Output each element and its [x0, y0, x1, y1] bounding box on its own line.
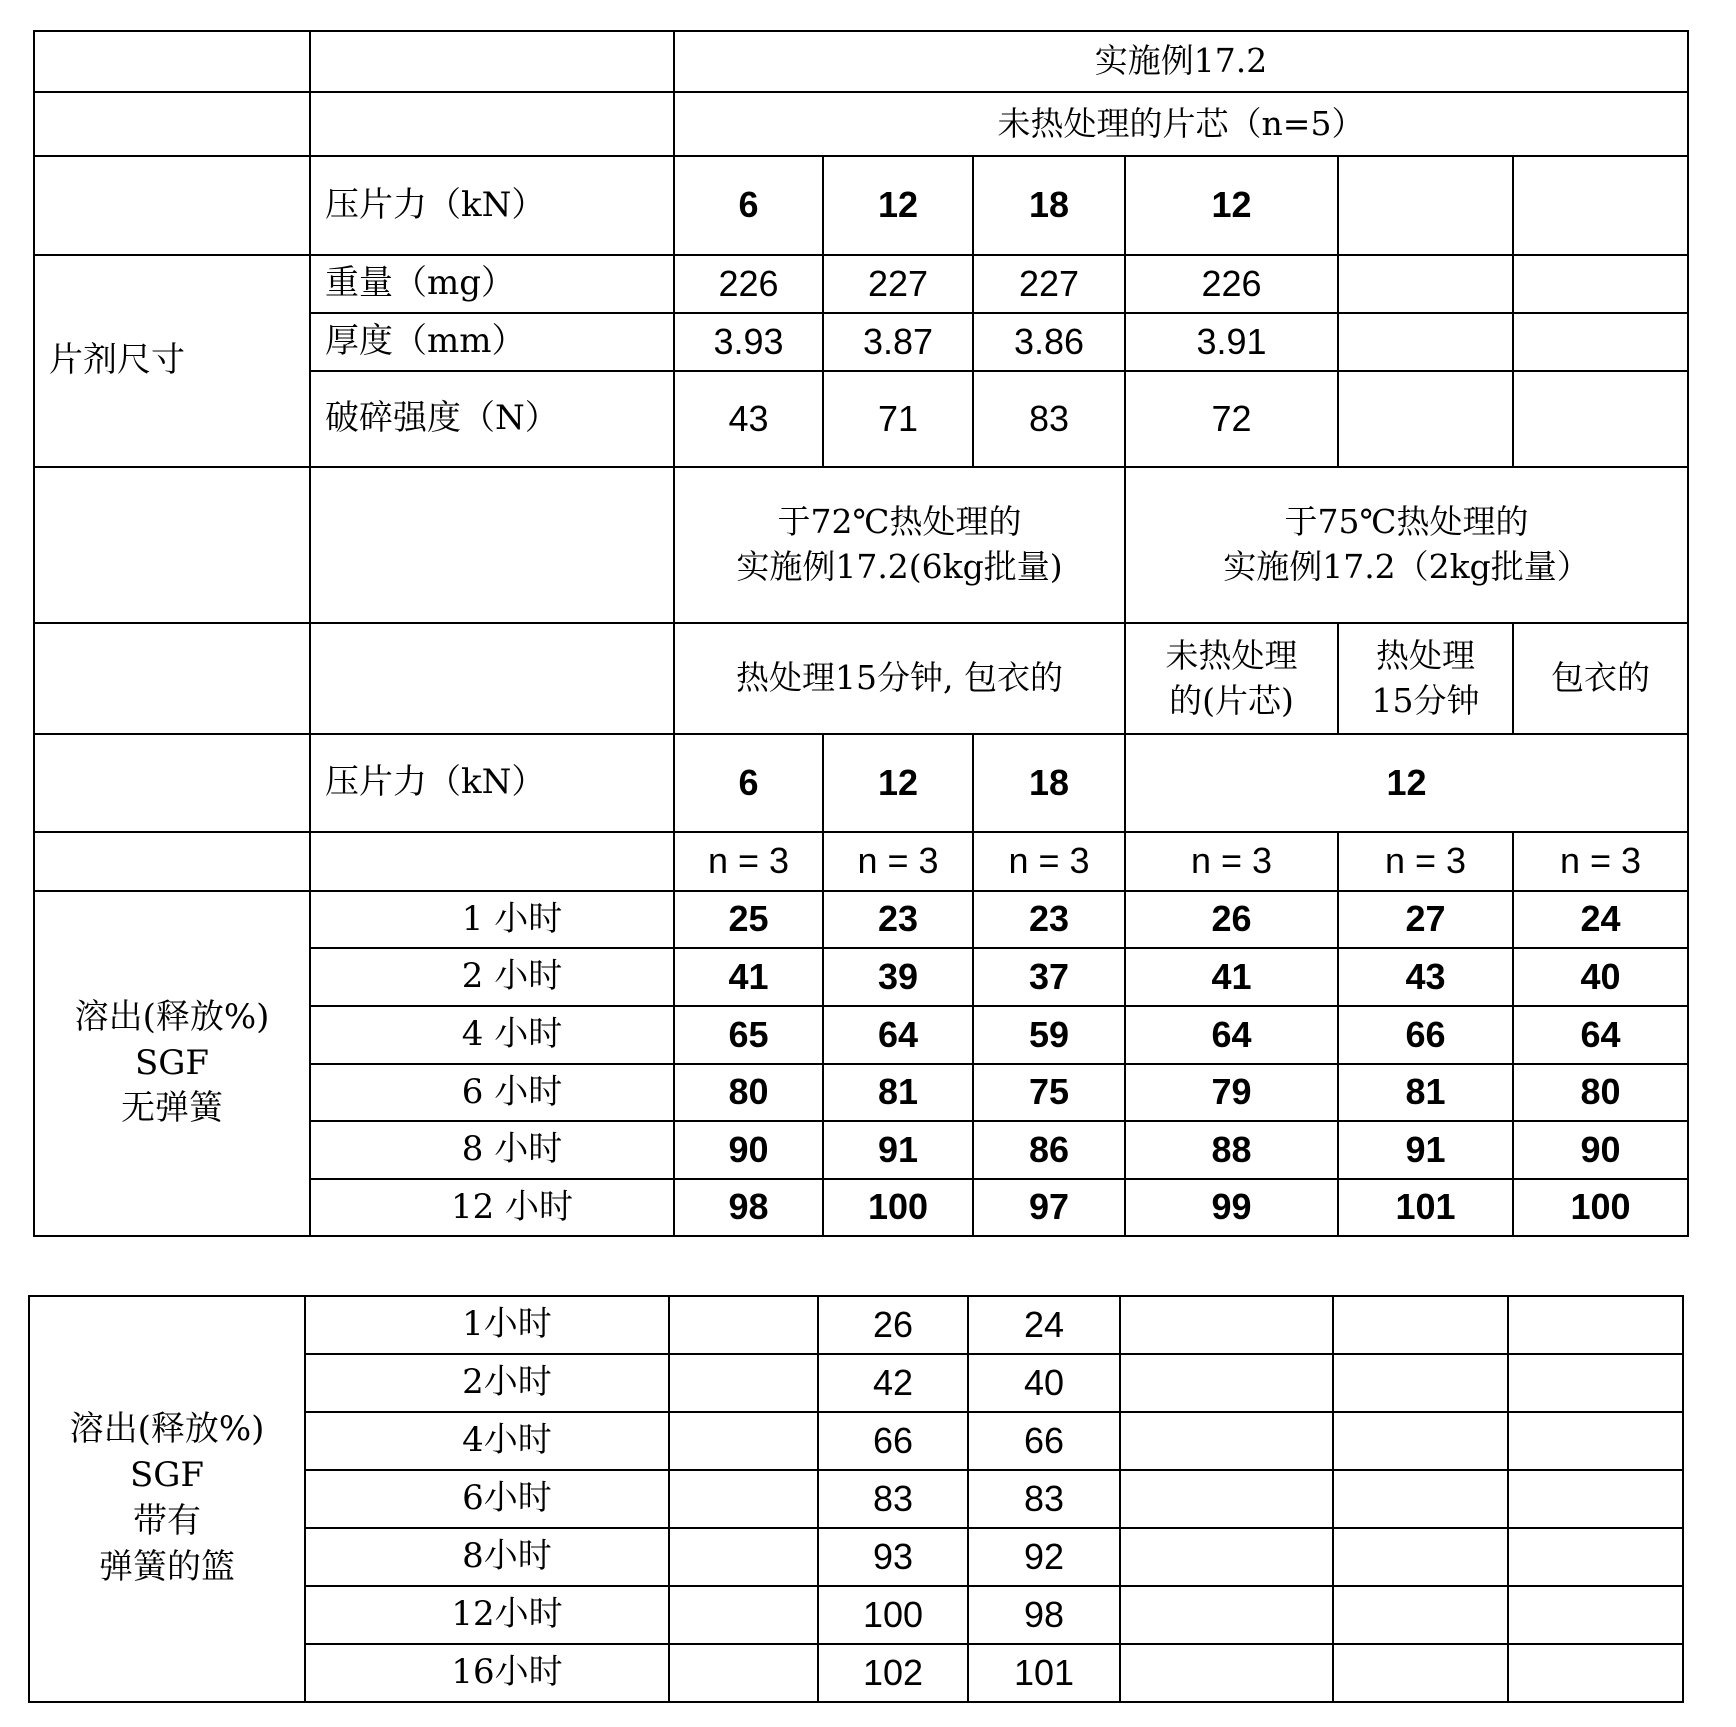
release-value: 37 — [973, 948, 1125, 1006]
release-value — [1120, 1354, 1333, 1412]
time-point: 8 小时 — [310, 1121, 674, 1179]
release-value — [1333, 1644, 1508, 1702]
release-value: 25 — [674, 891, 823, 948]
release-value — [1333, 1412, 1508, 1470]
size-row-label: 破碎强度（N） — [310, 371, 674, 467]
release-value: 42 — [818, 1354, 968, 1412]
example-title: 实施例17.2 — [674, 31, 1688, 92]
time-point: 1 小时 — [310, 891, 674, 948]
size-value — [1513, 313, 1688, 371]
release-value — [669, 1470, 818, 1528]
force-value: 12 — [823, 156, 973, 255]
release-value: 39 — [823, 948, 973, 1006]
release-value: 66 — [818, 1412, 968, 1470]
release-value: 93 — [818, 1528, 968, 1586]
sub-75-heated — [1338, 623, 1513, 734]
release-value: 26 — [1125, 891, 1338, 948]
force-value: 12 — [823, 734, 973, 832]
release-value — [1508, 1354, 1683, 1412]
release-value: 100 — [823, 1179, 973, 1236]
empty-cell — [310, 832, 674, 891]
sample-size: n = 3 — [674, 832, 823, 891]
tablet-properties-table — [33, 30, 1689, 1237]
release-value: 41 — [674, 948, 823, 1006]
release-value: 88 — [1125, 1121, 1338, 1179]
force-value: 12 — [1125, 156, 1338, 255]
group-72-line2: 实施例17.2(6kg批量) — [675, 545, 1124, 590]
release-value — [1120, 1586, 1333, 1644]
dissolution-basket-table — [28, 1295, 1684, 1703]
dissolution-label-line: 无弹簧 — [35, 1086, 309, 1132]
group-75-line2: 实施例17.2（2kg批量） — [1126, 545, 1687, 590]
release-value: 79 — [1125, 1064, 1338, 1121]
release-value — [1508, 1470, 1683, 1528]
release-value: 98 — [968, 1586, 1120, 1644]
release-value — [1120, 1296, 1333, 1354]
release-value: 24 — [1513, 891, 1688, 948]
untreated-title: 未热处理的片芯（n=5） — [674, 92, 1688, 156]
dissolution-label — [34, 891, 310, 1236]
release-value: 99 — [1125, 1179, 1338, 1236]
dissolution-label-line: 溶出(释放%) — [30, 1407, 304, 1453]
dissolution-label — [29, 1296, 305, 1702]
sample-size: n = 3 — [973, 832, 1125, 891]
release-value — [1333, 1296, 1508, 1354]
release-value — [1120, 1412, 1333, 1470]
size-value: 71 — [823, 371, 973, 467]
release-value: 101 — [1338, 1179, 1513, 1236]
release-value — [1508, 1586, 1683, 1644]
release-value: 97 — [973, 1179, 1125, 1236]
release-value — [1333, 1470, 1508, 1528]
release-value: 100 — [818, 1586, 968, 1644]
release-value — [669, 1528, 818, 1586]
empty-cell — [34, 92, 310, 156]
release-value: 24 — [968, 1296, 1120, 1354]
release-value: 64 — [823, 1006, 973, 1064]
release-value: 26 — [818, 1296, 968, 1354]
release-value: 83 — [968, 1470, 1120, 1528]
size-row-weight — [34, 255, 1688, 313]
size-value — [1338, 371, 1513, 467]
release-value: 40 — [1513, 948, 1688, 1006]
release-value: 91 — [823, 1121, 973, 1179]
time-point: 6小时 — [305, 1470, 669, 1528]
sample-size: n = 3 — [823, 832, 973, 891]
sub-75-coated: 包衣的 — [1513, 623, 1688, 734]
size-value — [1513, 371, 1688, 467]
release-value: 23 — [823, 891, 973, 948]
size-value: 3.91 — [1125, 313, 1338, 371]
release-value: 100 — [1513, 1179, 1688, 1236]
release-value: 92 — [968, 1528, 1120, 1586]
sub-line: 15分钟 — [1339, 679, 1512, 724]
force-label-2: 压片力（kN） — [310, 734, 674, 832]
release-value — [1120, 1528, 1333, 1586]
sample-size: n = 3 — [1125, 832, 1338, 891]
dissolution-label-line: 弹簧的篮 — [30, 1545, 304, 1591]
time-point: 2 小时 — [310, 948, 674, 1006]
force-value — [1513, 156, 1688, 255]
group-75-line1: 于75℃热处理的 — [1126, 500, 1687, 545]
group-75-header — [1125, 467, 1688, 623]
release-value: 65 — [674, 1006, 823, 1064]
release-value: 64 — [1125, 1006, 1338, 1064]
sub-75-untreated — [1125, 623, 1338, 734]
size-value: 3.87 — [823, 313, 973, 371]
size-value: 43 — [674, 371, 823, 467]
empty-cell — [34, 832, 310, 891]
release-value — [669, 1296, 818, 1354]
release-value — [1333, 1354, 1508, 1412]
release-value — [1120, 1470, 1333, 1528]
dissolution-label-line: 带有 — [30, 1499, 304, 1545]
size-value — [1338, 255, 1513, 313]
force-value — [1338, 156, 1513, 255]
time-point: 2小时 — [305, 1354, 669, 1412]
force-value: 6 — [674, 156, 823, 255]
time-point: 4小时 — [305, 1412, 669, 1470]
size-value: 227 — [823, 255, 973, 313]
release-value: 23 — [973, 891, 1125, 948]
sample-size: n = 3 — [1338, 832, 1513, 891]
sample-size: n = 3 — [1513, 832, 1688, 891]
empty-cell — [34, 156, 310, 255]
release-value: 91 — [1338, 1121, 1513, 1179]
time-point: 16小时 — [305, 1644, 669, 1702]
empty-cell — [310, 92, 674, 156]
release-value — [1508, 1296, 1683, 1354]
release-value: 41 — [1125, 948, 1338, 1006]
release-value: 40 — [968, 1354, 1120, 1412]
release-value — [669, 1586, 818, 1644]
release-value: 43 — [1338, 948, 1513, 1006]
empty-cell — [34, 623, 310, 734]
time-point: 12小时 — [305, 1586, 669, 1644]
time-point: 12 小时 — [310, 1179, 674, 1236]
time-point: 6 小时 — [310, 1064, 674, 1121]
empty-cell — [310, 467, 674, 623]
dissolution-row — [34, 891, 1688, 948]
time-point: 8小时 — [305, 1528, 669, 1586]
release-value: 64 — [1513, 1006, 1688, 1064]
group-72-header — [674, 467, 1125, 623]
release-value — [669, 1644, 818, 1702]
release-value: 102 — [818, 1644, 968, 1702]
size-row-label: 重量（mg） — [310, 255, 674, 313]
sub-line: 热处理 — [1339, 634, 1512, 679]
release-value: 98 — [674, 1179, 823, 1236]
force-value: 18 — [973, 734, 1125, 832]
release-value: 81 — [1338, 1064, 1513, 1121]
force-value: 18 — [973, 156, 1125, 255]
size-value — [1338, 313, 1513, 371]
release-value: 75 — [973, 1064, 1125, 1121]
size-value: 226 — [674, 255, 823, 313]
sub-line: 未热处理 — [1126, 634, 1337, 679]
size-value: 3.86 — [973, 313, 1125, 371]
size-value: 3.93 — [674, 313, 823, 371]
release-value: 80 — [1513, 1064, 1688, 1121]
release-value: 80 — [674, 1064, 823, 1121]
time-point: 1小时 — [305, 1296, 669, 1354]
dissolution-row — [29, 1296, 1683, 1354]
size-value: 226 — [1125, 255, 1338, 313]
dissolution-label-line: SGF — [35, 1041, 309, 1087]
force-value: 12 — [1125, 734, 1688, 832]
force-label: 压片力（kN） — [310, 156, 674, 255]
release-value — [669, 1412, 818, 1470]
sub-line: 的(片芯) — [1126, 679, 1337, 724]
release-value: 83 — [818, 1470, 968, 1528]
release-value — [1508, 1644, 1683, 1702]
compression-force-row — [34, 156, 1688, 255]
release-value — [1333, 1528, 1508, 1586]
release-value — [1508, 1412, 1683, 1470]
force-value: 6 — [674, 734, 823, 832]
release-value: 90 — [674, 1121, 823, 1179]
release-value — [669, 1354, 818, 1412]
release-value: 27 — [1338, 891, 1513, 948]
empty-cell — [310, 623, 674, 734]
release-value: 59 — [973, 1006, 1125, 1064]
group-72-line1: 于72℃热处理的 — [675, 500, 1124, 545]
size-value: 72 — [1125, 371, 1338, 467]
release-value: 66 — [968, 1412, 1120, 1470]
empty-cell — [310, 31, 674, 92]
size-row-label: 厚度（mm） — [310, 313, 674, 371]
empty-cell — [34, 467, 310, 623]
time-point: 4 小时 — [310, 1006, 674, 1064]
empty-cell — [34, 734, 310, 832]
dissolution-label-line: SGF — [30, 1453, 304, 1499]
release-value — [1333, 1586, 1508, 1644]
release-value — [1508, 1528, 1683, 1586]
sub-72-header: 热处理15分钟, 包衣的 — [674, 623, 1125, 734]
release-value: 86 — [973, 1121, 1125, 1179]
size-value: 83 — [973, 371, 1125, 467]
release-value: 81 — [823, 1064, 973, 1121]
sample-size-row — [34, 832, 1688, 891]
release-value — [1120, 1644, 1333, 1702]
empty-cell — [34, 31, 310, 92]
size-value: 227 — [973, 255, 1125, 313]
release-value: 66 — [1338, 1006, 1513, 1064]
release-value: 90 — [1513, 1121, 1688, 1179]
release-value: 101 — [968, 1644, 1120, 1702]
size-group-label: 片剂尺寸 — [34, 255, 310, 467]
dissolution-label-line: 溶出(释放%) — [35, 995, 309, 1041]
size-value — [1513, 255, 1688, 313]
